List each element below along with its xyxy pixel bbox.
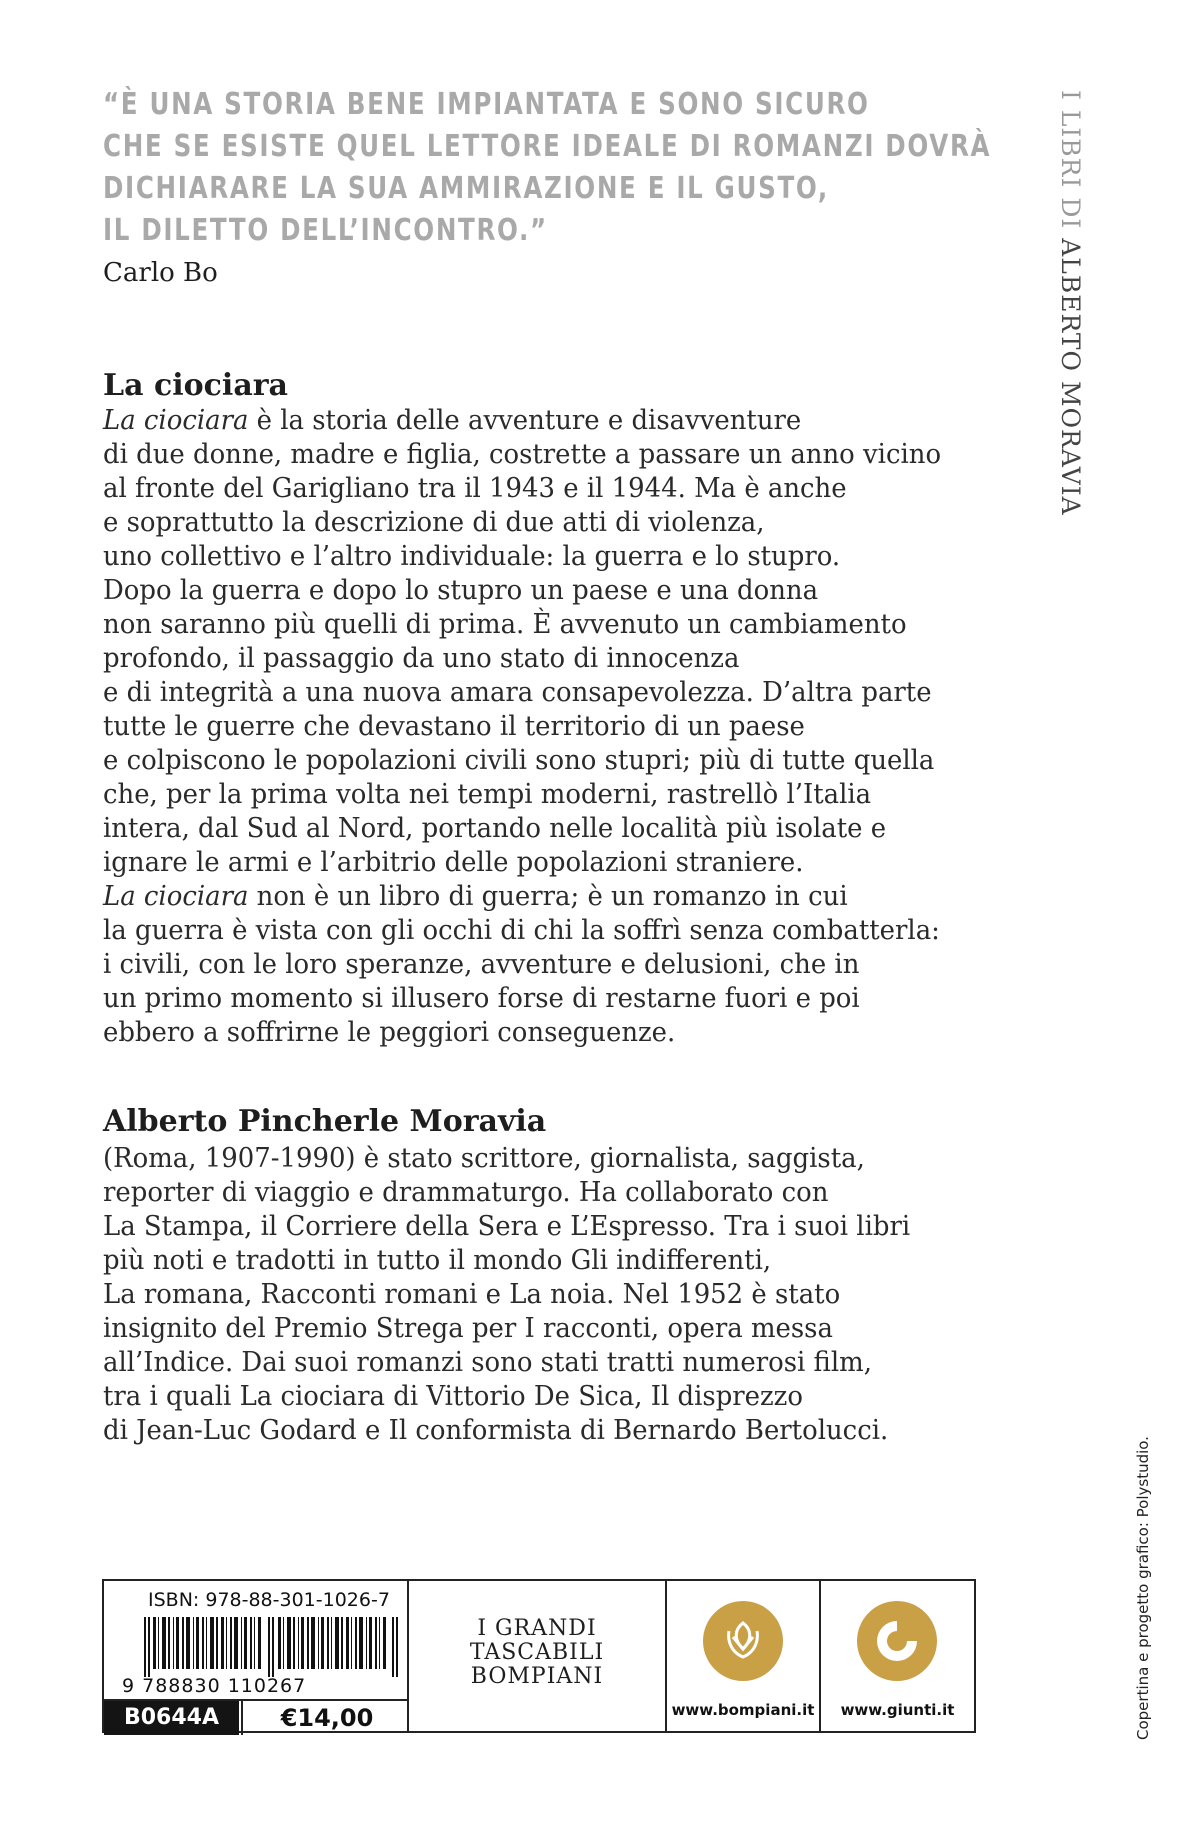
synopsis-line: ignare le armi e l’arbitrio delle popolazioni straniere. [103, 847, 804, 878]
synopsis-line: un primo momento si illusero forse di restarne fuori e poi [103, 983, 860, 1014]
barcode-panel [102, 1579, 976, 1733]
series-cell [409, 1581, 667, 1731]
isbn-label: ISBN: 978-88-301-1026-7 [148, 1589, 390, 1611]
series-line: BOMPIANI [470, 1664, 604, 1689]
bio-line: più noti e tradotti in tutto il mondo Gli indifferenti, [103, 1245, 772, 1276]
barcode-number: 9 788830 110267 [122, 1675, 307, 1697]
product-code: B0644A [104, 1701, 239, 1735]
series-spine-label [1056, 90, 1085, 516]
synopsis-line: che, per la prima volta nei tempi moderni, rastrellò l’Italia [103, 779, 872, 810]
synopsis-line: non saranno più quelli di prima. È avvenuto un cambiamento [103, 609, 907, 640]
synopsis-line: e di integrità a una nuova amara consapevolezza. D’altra parte [103, 677, 932, 708]
synopsis-line: tutte le guerre che devastano il territorio di un paese [103, 711, 805, 742]
book-title-inline: La ciociara [103, 405, 249, 436]
barcode-cell [104, 1581, 409, 1731]
synopsis-line: intera, dal Sud al Nord, portando nelle località più isolate e [103, 813, 887, 844]
giunti-spiral-icon [857, 1601, 937, 1681]
quote-line: “È UNA STORIA BENE IMPIANTATA E SONO SICURO [103, 87, 870, 122]
giunti-url[interactable]: www.giunti.it [840, 1701, 955, 1719]
synopsis-line: di due donne, madre e figlia, costrette a passare un anno vicino [103, 439, 942, 470]
bompiani-cell [667, 1581, 821, 1731]
synopsis-line: i civili, con le loro speranze, avventure e delusioni, che in [103, 949, 860, 980]
price: €14,00 [241, 1701, 411, 1735]
barcode-image [144, 1617, 401, 1677]
bio-line: reporter di viaggio e drammaturgo. Ha collaborato con [103, 1177, 829, 1208]
synopsis-line-rest: è la storia delle avventure e disavventure [248, 405, 802, 436]
series-logo [409, 1617, 665, 1689]
synopsis-line: uno collettivo e l’altro individuale: la guerra e lo stupro. [103, 541, 841, 572]
synopsis-line: Dopo la guerra e dopo lo stupro un paese e una donna [103, 575, 819, 606]
author-bio [103, 1142, 929, 1448]
synopsis-line: al fronte del Garigliano tra il 1943 e il 1944. Ma è anche [103, 473, 847, 504]
bompiani-url[interactable]: www.bompiani.it [671, 1701, 815, 1719]
author-name: Alberto Pincherle Moravia [103, 1104, 547, 1139]
quote-author: Carlo Bo [103, 258, 218, 288]
quote-block [103, 84, 992, 252]
series-line: TASCABILI [469, 1640, 605, 1665]
synopsis-line [103, 880, 929, 914]
book-title: La ciociara [103, 368, 288, 403]
bio-line: tra i quali La ciociara di Vittorio De Sica, Il disprezzo [103, 1381, 803, 1412]
book-title-inline: La ciociara [103, 881, 249, 912]
bio-line: all’Indice. Dai suoi romanzi sono stati tratti numerosi film, [103, 1347, 872, 1378]
synopsis-line: la guerra è vista con gli occhi di chi la soffrì senza combatterla: [103, 915, 940, 946]
bompiani-rose-icon [703, 1601, 783, 1681]
synopsis-line: profondo, il passaggio da uno stato di innocenza [103, 643, 740, 674]
spine-prefix: I LIBRI DI [1056, 90, 1085, 239]
book-synopsis [103, 404, 942, 1050]
quote-line: IL DILETTO DELL’INCONTRO.” [103, 213, 548, 248]
synopsis-line [103, 404, 929, 438]
series-line: I GRANDI [477, 1616, 597, 1641]
spine-author: ALBERTO MORAVIA [1056, 238, 1085, 516]
synopsis-line: e colpiscono le popolazioni civili sono stupri; più di tutte quella [103, 745, 935, 776]
bio-line: insignito del Premio Strega per I racconti, opera messa [103, 1313, 833, 1344]
synopsis-line: e soprattutto la descrizione di due atti di violenza, [103, 507, 765, 538]
giunti-cell [821, 1581, 974, 1731]
bio-line: La Stampa, il Corriere della Sera e L’Espresso. Tra i suoi libri [103, 1211, 911, 1242]
synopsis-line: ebbero a soffrirne le peggiori conseguenze. [103, 1017, 676, 1048]
quote-line: CHE SE ESISTE QUEL LETTORE IDEALE DI ROMANZI DOVRÀ [103, 129, 992, 164]
bio-line: di Jean-Luc Godard e Il conformista di Bernardo Bertolucci. [103, 1415, 889, 1446]
bio-line: La romana, Racconti romani e La noia. Nel 1952 è stato [103, 1279, 841, 1310]
design-credits: Copertina e progetto grafico: Polystudio. [1134, 1436, 1152, 1740]
quote-line: DICHIARARE LA SUA AMMIRAZIONE E IL GUSTO, [103, 171, 829, 206]
bio-line: (Roma, 1907-1990) è stato scrittore, giornalista, saggista, [103, 1143, 865, 1174]
synopsis-line-rest: non è un libro di guerra; è un romanzo in cui [248, 881, 848, 912]
